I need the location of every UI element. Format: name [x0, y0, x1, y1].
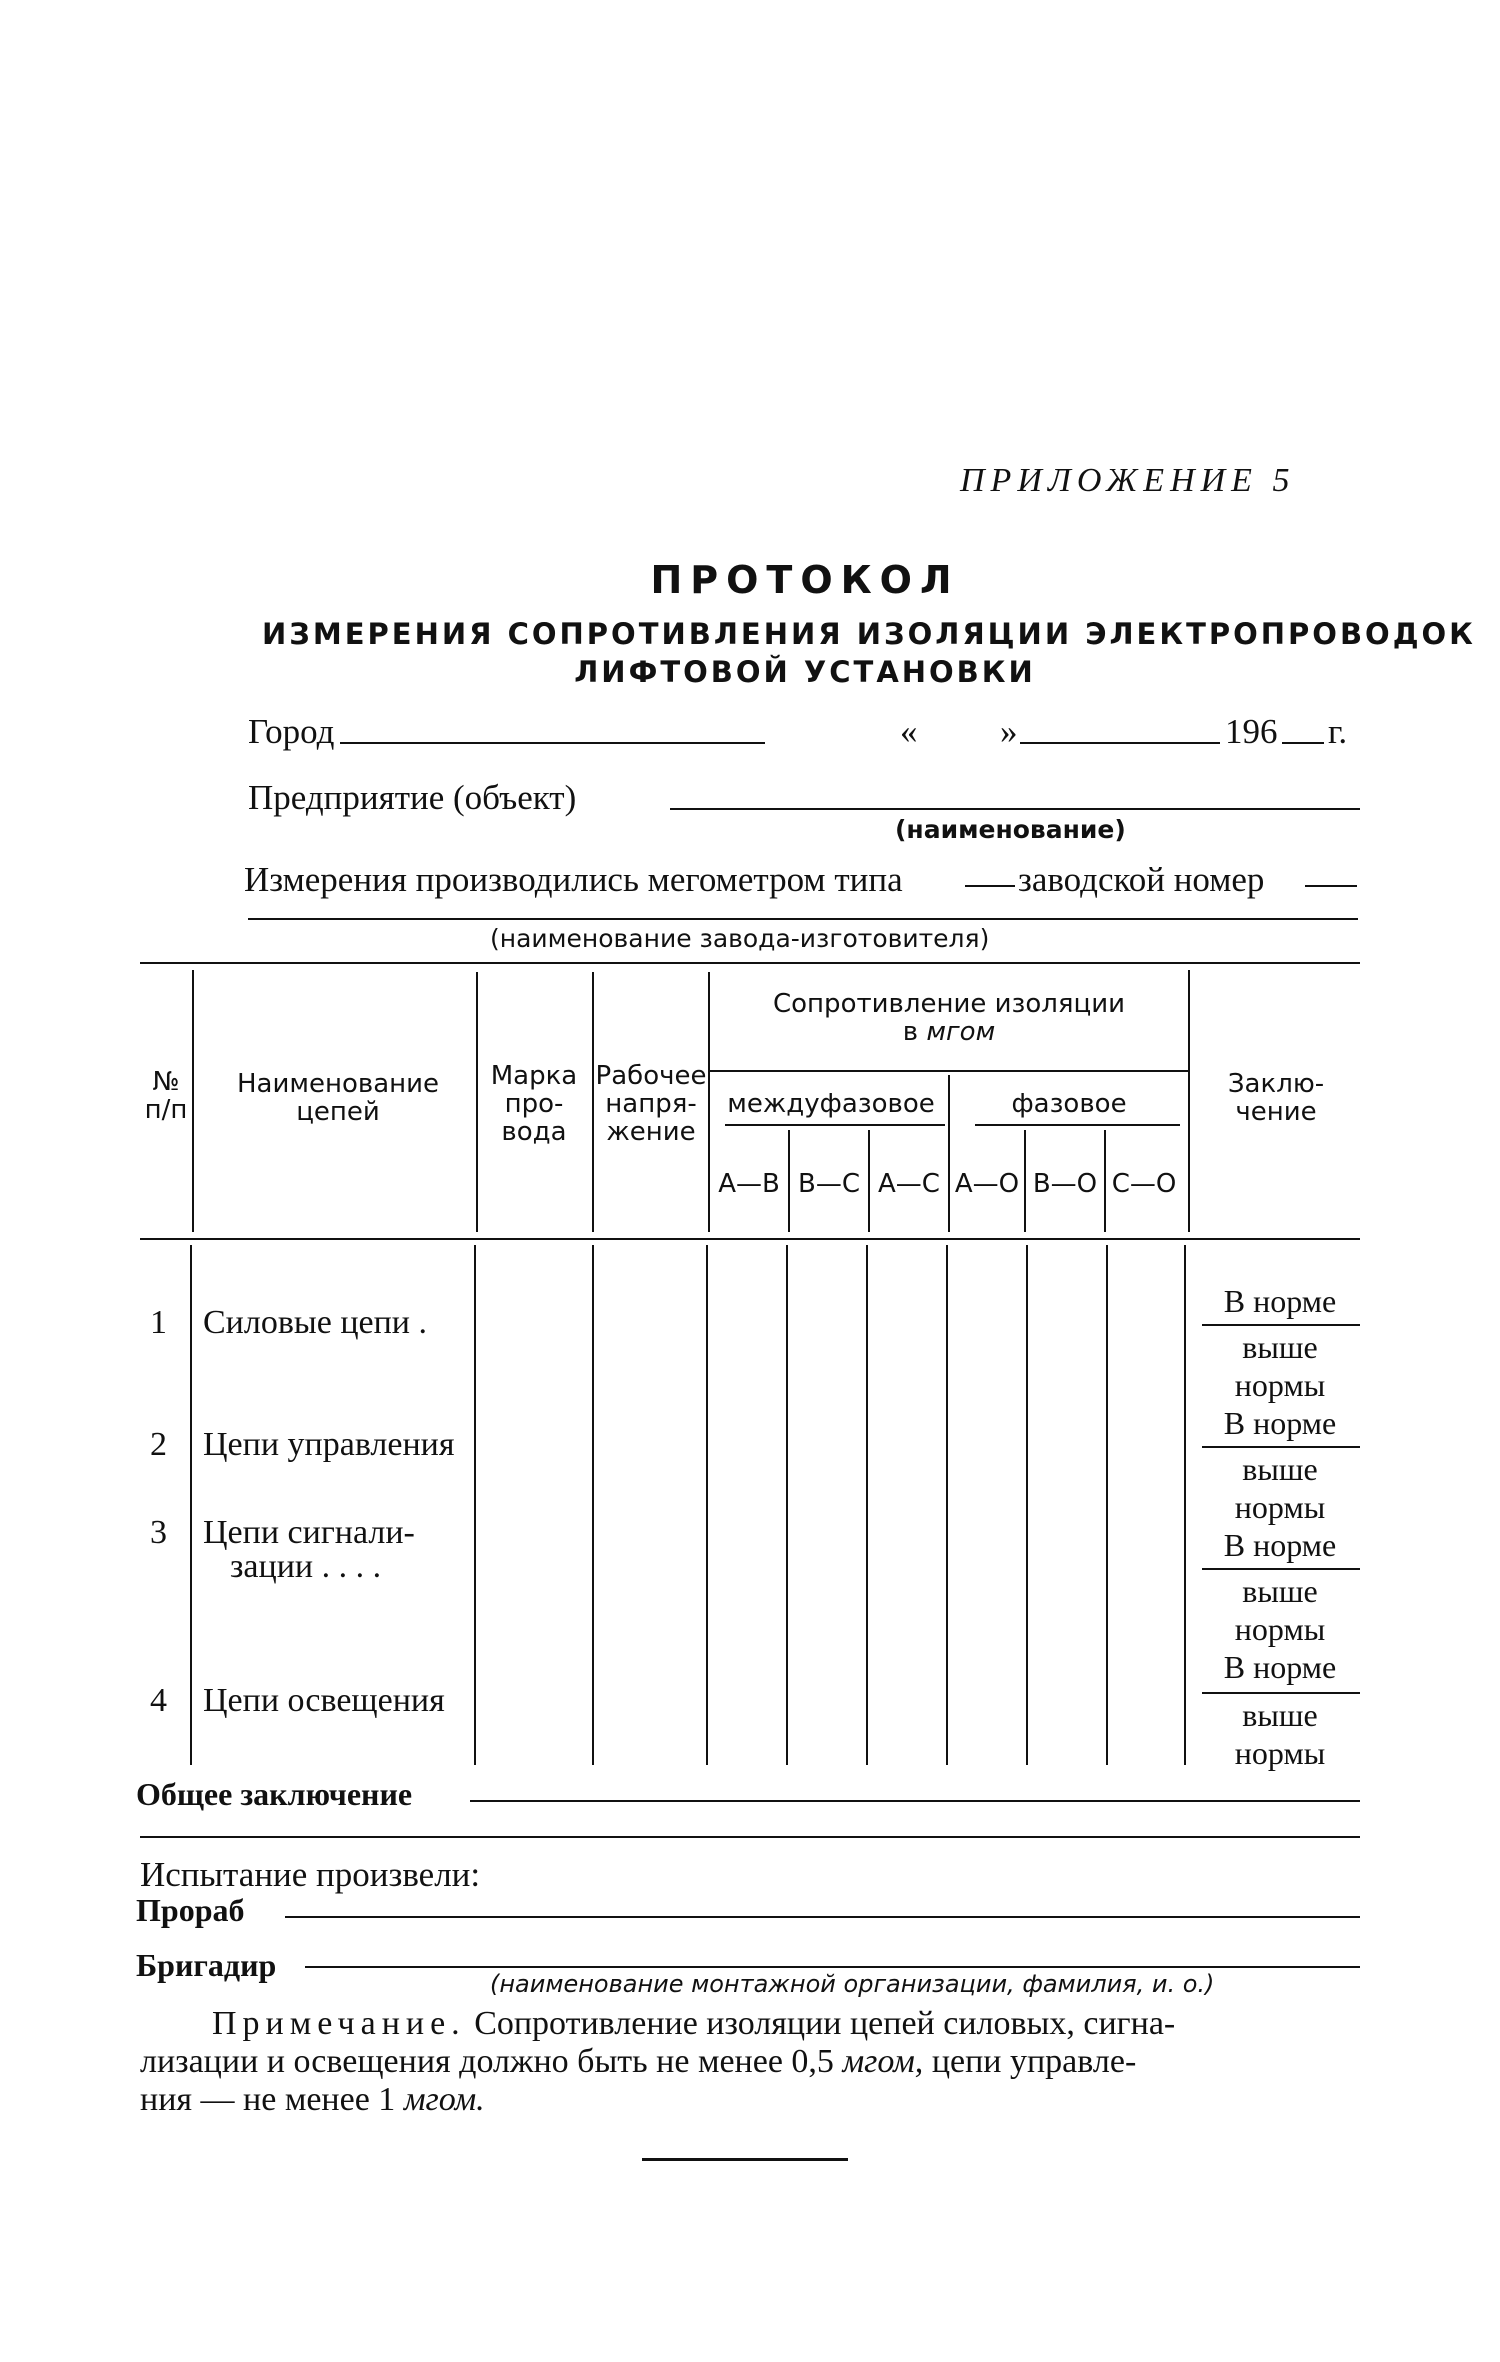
foreman-field-line[interactable] [285, 1916, 1360, 1918]
row-name-line1: Цепи сигнали- [203, 1514, 415, 1551]
note-line2 [140, 2043, 1136, 2081]
note-text-3: ния — не менее 1 [140, 2081, 396, 2118]
header-resistance: Сопротивление изоляции [773, 989, 1125, 1019]
appendix-label: ПРИЛОЖЕНИЕ 5 [960, 462, 1296, 499]
brigadier-label: Бригадир [136, 1947, 277, 1983]
note-text-2: лизации и освещения должно быть не менее 0,5 [140, 2043, 834, 2080]
date-close-quote: » [1000, 712, 1018, 751]
note-unit: мгом, [842, 2043, 924, 2080]
conclusion-top: В норме [1223, 1649, 1337, 1685]
row-name: Цепи освещения [203, 1682, 445, 1719]
conclusion-bottom-line2: нормы [1234, 1367, 1326, 1403]
body-divider [786, 1245, 788, 1765]
body-divider [1184, 1245, 1186, 1765]
year-suffix: г. [1328, 712, 1348, 751]
year-field-line[interactable] [1282, 742, 1324, 744]
note-label: Примечание. [212, 2005, 466, 2042]
note-text-1: Сопротивление изоляции цепей силовых, сигна- [474, 2005, 1176, 2042]
document-subtitle-line1: ИЗМЕРЕНИЯ СОПРОТИВЛЕНИЯ ИЗОЛЯЦИИ ЭЛЕКТРОПРОВОДОК [262, 617, 1476, 651]
sub-header-ao: А—О [954, 1169, 1020, 1199]
conclusion-bottom-line2: нормы [1234, 1489, 1326, 1525]
table-header-bottom-border [140, 1238, 1360, 1240]
end-divider [642, 2158, 848, 2161]
row-number: 3 [150, 1514, 167, 1551]
note-unit-2: мгом. [403, 2081, 485, 2118]
header-num: № п/п [144, 1067, 188, 1125]
row-name: Цепи управления [203, 1426, 455, 1463]
sub-header-co: С—О [1111, 1169, 1177, 1199]
row-number: 2 [150, 1426, 167, 1463]
conclusion-divider [1202, 1446, 1360, 1448]
measurement-label: Измерения производились мегометром типа [244, 860, 903, 899]
city-label: Город [248, 712, 335, 751]
enterprise-field-line[interactable] [670, 808, 1360, 810]
manufacturer-caption: (наименование завода-изготовителя) [490, 924, 990, 953]
header-voltage: Рабочее напря-жение [595, 1061, 707, 1147]
row-number: 1 [150, 1304, 167, 1341]
row-number: 4 [150, 1682, 167, 1719]
document-title: ПРОТОКОЛ [650, 558, 960, 602]
header-divider [192, 970, 194, 1232]
resistance-unit-prefix: в [902, 1017, 919, 1047]
resistance-unit: мгом [926, 1017, 996, 1047]
row-name: Силовые цепи . [203, 1304, 428, 1341]
body-divider [474, 1245, 476, 1765]
body-divider [866, 1245, 868, 1765]
document-subtitle-line2: ЛИФТОВОЙ УСТАНОВКИ [574, 655, 1036, 689]
header-divider [476, 972, 478, 1232]
body-divider [190, 1245, 192, 1765]
body-divider [706, 1245, 708, 1765]
brigadier-field-line[interactable] [305, 1966, 1360, 1968]
sub-header-ac: А—С [878, 1169, 940, 1199]
conclusion-bottom-line1: выше [1242, 1573, 1318, 1609]
serial-label: заводской номер [1018, 860, 1265, 899]
date-open-quote: « [900, 712, 918, 751]
header-conclusion: Заклю-чение [1227, 1069, 1325, 1127]
date-field-line[interactable] [1020, 742, 1220, 744]
sub-header-ab: А—В [718, 1169, 780, 1199]
conclusion-top: В норме [1223, 1405, 1337, 1441]
note-text-2-end: цепи управле- [931, 2043, 1137, 2080]
enterprise-caption: (наименование) [895, 815, 1126, 844]
general-conclusion-line2[interactable] [140, 1836, 1360, 1838]
interphase-underline [725, 1124, 945, 1126]
note-line1 [212, 2005, 1175, 2043]
manufacturer-field-line[interactable] [248, 918, 1358, 920]
conclusion-bottom-line2: нормы [1234, 1611, 1326, 1647]
year-label: 196 [1225, 712, 1278, 751]
signature-caption: (наименование монтажной организации, фамилия, и. о.) [490, 1970, 1215, 1998]
header-phase: фазовое [1011, 1089, 1127, 1119]
resistance-header-divider [710, 1070, 1188, 1072]
table-top-border [140, 962, 1360, 964]
serial-number-line[interactable] [1305, 885, 1357, 887]
enterprise-label: Предприятие (объект) [248, 778, 577, 817]
conclusion-bottom-line2: нормы [1234, 1735, 1326, 1771]
sub-header-bo: В—О [1032, 1169, 1098, 1199]
sub-header-bc: В—С [798, 1169, 860, 1199]
conclusion-divider [1202, 1692, 1360, 1694]
header-wire: Марка про-вода [490, 1061, 578, 1147]
conclusion-bottom-line1: выше [1242, 1329, 1318, 1365]
city-field-line[interactable] [340, 742, 765, 744]
conclusion-top: В норме [1223, 1283, 1337, 1319]
body-divider [1026, 1245, 1028, 1765]
tested-by-label: Испытание произвели: [140, 1855, 481, 1894]
header-resistance-unit [710, 1018, 1188, 1046]
body-divider [1106, 1245, 1108, 1765]
body-divider [946, 1245, 948, 1765]
note-line3 [140, 2081, 485, 2119]
row-name-line2: зации . . . . [230, 1548, 382, 1585]
phase-underline [975, 1124, 1180, 1126]
conclusion-divider [1202, 1568, 1360, 1570]
body-divider [592, 1245, 594, 1765]
header-interphase: междуфазовое [727, 1089, 935, 1119]
conclusion-divider [1202, 1324, 1360, 1326]
general-conclusion-line[interactable] [470, 1800, 1360, 1802]
conclusion-top: В норме [1223, 1527, 1337, 1563]
conclusion-bottom-line1: выше [1242, 1697, 1318, 1733]
header-divider [1188, 970, 1190, 1232]
foreman-label: Прораб [136, 1892, 245, 1928]
general-conclusion-label: Общее заключение [136, 1776, 413, 1812]
conclusion-bottom-line1: выше [1242, 1451, 1318, 1487]
header-name: Наименование цепей [236, 1069, 440, 1127]
meter-type-line[interactable] [965, 885, 1015, 887]
